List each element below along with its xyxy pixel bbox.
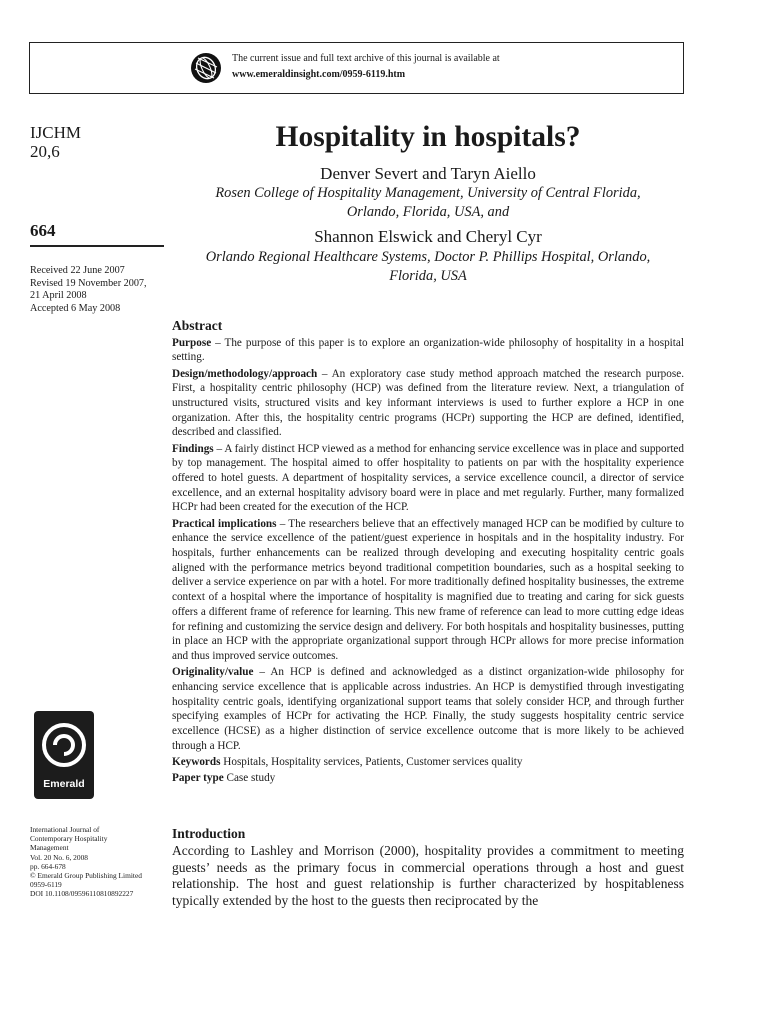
- citation-block: [30, 825, 142, 899]
- affiliation-line: Florida, USA: [389, 268, 467, 284]
- emerald-logo: [34, 711, 94, 799]
- date-accepted: Accepted 6 May 2008: [30, 302, 121, 314]
- section-label: Findings: [172, 442, 214, 455]
- section-label: Practical implications: [172, 517, 277, 530]
- affiliation-line: Orlando, Florida, USA, and: [346, 204, 510, 220]
- abstract-heading: Abstract: [172, 318, 223, 333]
- abstract-findings: Findings – A fairly distinct HCP viewed as a method for enhancing service excellence was in place and supported by top management. The hospital aimed to offer hospitality to patients on par with the hospitality experience offered to hotel guests. A department of hospitality services, a service excellence council, a director of service excellence, and an external hospitality advisory board were in place and met regularly. Further, many formalized HCPr had been created for the execution of the HCP.: [172, 442, 684, 514]
- keywords-text: Hospitals, Hospitality services, Patients, Customer services quality: [223, 755, 523, 768]
- archive-notice: The current issue and full text archive of this journal is available at: [232, 53, 500, 64]
- section-label: Purpose: [172, 336, 212, 349]
- page-number: 664: [30, 221, 56, 240]
- section-text: A fairly distinct HCP viewed as a method for enhancing service excellence was in place and supported by top management. The hospital aimed to offer hospitality to patients on par with the hospitality experience offered to hotel guests. A department of hospitality services, a service excellence council, a director of service excellence, and an external hospitality advisory board were in place and met regularly. Further, many formalized HCPr had been created for the execution of the HCP.: [172, 442, 684, 514]
- globe-icon: [190, 52, 222, 84]
- affiliation-secondary: [172, 248, 684, 286]
- submission-dates: [30, 265, 147, 315]
- authors-secondary: Shannon Elswick and Cheryl Cyr: [314, 227, 542, 246]
- date-revised-2: 21 April 2008: [30, 290, 87, 301]
- citation-line: Vol. 20 No. 6, 2008: [30, 852, 88, 862]
- archive-url-link[interactable]: www.emeraldinsight.com/0959-6119.htm: [232, 69, 406, 80]
- introduction-heading: Introduction: [172, 826, 246, 841]
- section-text: The researchers believe that an effectively managed HCP can be modified by culture to enhance the service excellence of the patient/guest experience in hospitals and in the hospitality industry. For hospitals, further enhancements can be realized through developing and executing hospitality centric goals aligned with the performance metrics beyond traditional competition boundaries, such as a hospital seeking to deliver a service experience on par with a hotel. For more traditionally defined hospitality businesses, the extreme context of a hospital where the importance of hospitality is magnified due to treating and caring for sick guests offers a different frame of reference for learning. This new frame of reference can lead to more cutting edge ideas for refining and customizing the service design and delivery. For both hospitals and hospitality businesses, putting in place an HCP with the appropriate organizational support through HCPr allows for more precise information and thus improved service outcomes.: [172, 517, 684, 662]
- citation-line: Management: [30, 843, 69, 853]
- section-label: Design/methodology/approach: [172, 367, 318, 380]
- citation-line: pp. 664-678: [30, 861, 66, 871]
- logo-label: Emerald: [43, 778, 85, 790]
- abstract-originality: Originality/value – An HCP is defined and acknowledged as a distinct organization-wide philosophy for enhancing service excellence that is applicable across industries. An HCP is demystified through investigating hospitality centric goals, identifying organizational support teams that solely consider HCP, and through further specifying examples of HCPr for activating the HCP. Finally, the study suggests hospitality centric service excellence (HCSE) as a higher distinction of service excellence outcome that is more likely to be achieved through a HCP.: [172, 666, 684, 752]
- article-title: Hospitality in hospitals?: [275, 121, 581, 153]
- journal-archive-box: [29, 42, 684, 94]
- abstract: [172, 319, 684, 787]
- affiliation-line: Rosen College of Hospitality Management, University of Central Florida,: [215, 185, 641, 201]
- journal-reference: [30, 123, 81, 161]
- paper-type-text: Case study: [226, 772, 276, 785]
- abstract-design: Design/methodology/approach – An exploratory case study method approach matched the research purpose. First, a hospitality centric philosophy (HCP) was defined from the literature review. Next, a triangulation of unstructured visits, structured visits and key informant interviews is used to further explore a HCP in one organization. After this, the hospitality centric programs (HCPr) supporting the HCP are defined, identified, described and classified.: [172, 367, 684, 439]
- journal-code: IJCHM: [30, 123, 82, 142]
- affiliation-primary: [172, 184, 684, 222]
- introduction-text: According to Lashley and Morrison (2000), hospitality provides a commitment to meeting guests’ needs as the primary focus in commercial operations through a host and guest relationship. The host and guest relationship is further characterized by hospitableness typically extended by the host to the guests then reciprocated by the: [172, 843, 684, 908]
- section-text: The purpose of this paper is to explore an organization-wide philosophy of hospitality in a hospital setting.: [172, 336, 684, 364]
- section-label: Originality/value: [172, 666, 254, 679]
- journal-volume: 20,6: [30, 142, 60, 161]
- citation-line: International Journal of: [30, 825, 100, 834]
- date-revised: Revised 19 November 2007,: [30, 277, 147, 289]
- paper-type-label: Paper type: [172, 772, 224, 785]
- keywords: [172, 755, 684, 770]
- citation-line: Contemporary Hospitality: [30, 834, 108, 844]
- citation-line: DOI 10.1108/09596110810892227: [30, 889, 134, 899]
- keywords-label: Keywords: [172, 755, 221, 768]
- abstract-practical: Practical implications – The researchers believe that an effectively managed HCP can be modified by culture to enhance the service excellence of the patient/guest experience in hospitals and in the hospitality industry. For hospitals, further enhancements can be realized through developing and executing hospitality centric goals aligned with the performance metrics beyond traditional competition boundaries, such as a hospital seeking to deliver a service experience on par with a hotel. For more traditionally defined hospitality businesses, the extreme context of a hospital where the importance of hospitality is magnified due to treating and caring for sick guests offers a different frame of reference for learning. This new frame of reference can lead to more cutting edge ideas for refining and customizing the service design and delivery. For both hospitals and hospitality businesses, putting in place an HCP with the appropriate organizational support through HCPr allows for more precise information and thus improved service outcomes.: [172, 517, 684, 662]
- section-text: An HCP is defined and acknowledged as a distinct organization-wide philosophy for enhancing service excellence that is applicable across industries. An HCP is demystified through investigating hospitality centric goals, identifying organizational support teams that solely consider HCP, and through further specifying examples of HCPr for activating the HCP. Finally, the study suggests hospitality centric service excellence (HCSE) as a higher distinction of service excellence outcome that is more likely to be achieved through a HCP.: [172, 666, 684, 752]
- abstract-purpose: Purpose – The purpose of this paper is to explore an organization-wide philosophy of hospitality in a hospital setting.: [172, 336, 684, 364]
- section-text: An exploratory case study method approach matched the research purpose. First, a hospitality centric philosophy (HCP) was defined from the literature review. Next, a triangulation of unstructured visits, structured visits and key informant interviews is used to further explore a HCP in one organization. After this, the hospitality centric programs (HCPr) supporting the HCP are defined, identified, described and classified.: [172, 367, 684, 439]
- citation-line: 0959-6119: [30, 880, 62, 890]
- introduction-body: [172, 843, 684, 909]
- authors-primary: Denver Severt and Taryn Aiello: [320, 164, 536, 183]
- date-received: Received 22 June 2007: [30, 265, 125, 276]
- paper-type: [172, 771, 684, 786]
- citation-line: © Emerald Group Publishing Limited: [30, 871, 142, 881]
- affiliation-line: Orlando Regional Healthcare Systems, Doctor P. Phillips Hospital, Orlando,: [205, 249, 651, 265]
- divider: [30, 245, 164, 247]
- emerald-logo-icon: [34, 711, 94, 777]
